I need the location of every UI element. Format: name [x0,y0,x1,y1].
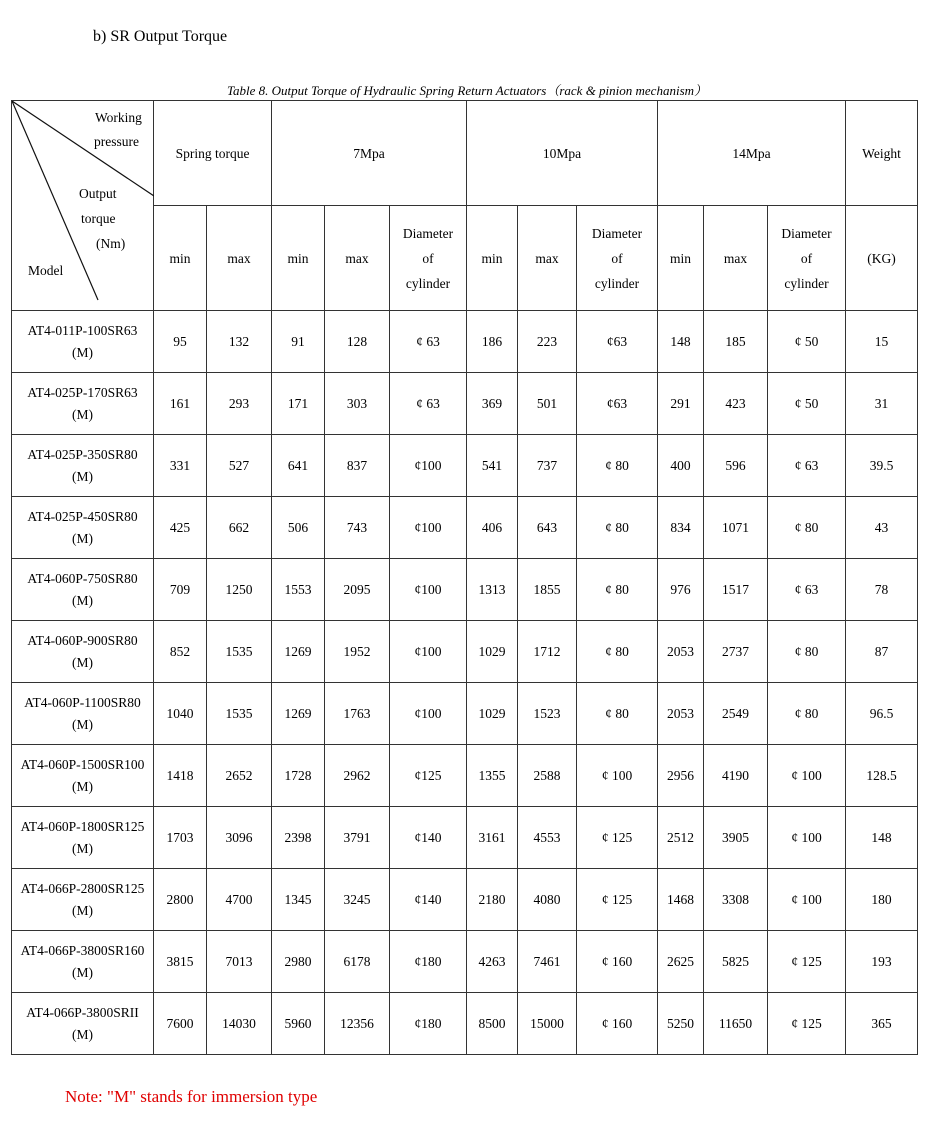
cell-min: 3815 [154,931,207,993]
cell-min: 2512 [658,807,704,869]
cell-max: 11650 [704,993,768,1055]
subheader-diameter-line: of [611,250,623,266]
cell-max: 6178 [325,931,390,993]
cell-dia: ¢ 160 [577,931,658,993]
model-name: AT4-060P-1500SR100 [20,756,145,772]
cell-min: 1553 [272,559,325,621]
cell-kg: 180 [846,869,918,931]
cell-min: 1418 [154,745,207,807]
cell-dia: ¢ 80 [577,683,658,745]
cell-min: 1728 [272,745,325,807]
cell-kg: 148 [846,807,918,869]
cell-min: 976 [658,559,704,621]
cell-dia: ¢ 125 [768,993,846,1055]
cell-max: 2095 [325,559,390,621]
cell-min: 5250 [658,993,704,1055]
cell-max: 1535 [207,683,272,745]
subheader-diameter [768,206,846,311]
cell-max: 3245 [325,869,390,931]
subheader-min: min [467,206,518,311]
model-name: AT4-066P-3800SRII [26,1004,139,1020]
cell-dia: ¢180 [390,931,467,993]
cell-max: 1712 [518,621,577,683]
model-type: (M) [72,1026,93,1042]
group-weight: Weight [846,101,918,206]
model-type: (M) [72,778,93,794]
table-row [12,435,918,497]
cell-max: 12356 [325,993,390,1055]
cell-min: 406 [467,497,518,559]
cell-min: 2398 [272,807,325,869]
cell-dia: ¢ 50 [768,373,846,435]
cell-min: 148 [658,311,704,373]
cell-dia: ¢ 125 [577,869,658,931]
cell-min: 186 [467,311,518,373]
cell-min: 1029 [467,683,518,745]
cell-dia: ¢ 80 [577,559,658,621]
model-type: (M) [72,840,93,856]
corner-pressure: pressure [94,134,139,149]
model-type: (M) [72,902,93,918]
table-row [12,993,918,1055]
group-10mpa: 10Mpa [467,101,658,206]
cell-max: 3791 [325,807,390,869]
cell-dia: ¢180 [390,993,467,1055]
cell-min: 331 [154,435,207,497]
model-type: (M) [72,592,93,608]
cell-min: 2180 [467,869,518,931]
cell-dia: ¢140 [390,807,467,869]
cell-min: 5960 [272,993,325,1055]
subheader-diameter-line: cylinder [594,275,640,291]
cell-min: 400 [658,435,704,497]
cell-max: 2962 [325,745,390,807]
subheader-min: min [272,206,325,311]
cell-dia: ¢100 [390,435,467,497]
cell-dia: ¢ 100 [768,745,846,807]
model-cell [12,435,154,497]
cell-min: 91 [272,311,325,373]
cell-min: 2053 [658,621,704,683]
cell-max: 1535 [207,621,272,683]
cell-min: 3161 [467,807,518,869]
cell-dia: ¢ 100 [768,869,846,931]
cell-dia: ¢ 63 [390,373,467,435]
cell-max: 1250 [207,559,272,621]
note: Note: "M" stands for immersion type [65,1087,318,1106]
cell-max: 5825 [704,931,768,993]
model-name: AT4-025P-350SR80 [27,446,138,462]
cell-dia: ¢ 80 [577,497,658,559]
model-name: AT4-025P-170SR63 [27,384,138,400]
group-14mpa: 14Mpa [658,101,846,206]
cell-max: 4553 [518,807,577,869]
cell-kg: 87 [846,621,918,683]
model-cell [12,993,154,1055]
table-row [12,373,918,435]
model-name: AT4-025P-450SR80 [27,508,138,524]
cell-min: 171 [272,373,325,435]
cell-max: 1763 [325,683,390,745]
cell-max: 423 [704,373,768,435]
cell-max: 2652 [207,745,272,807]
model-cell [12,869,154,931]
cell-min: 7600 [154,993,207,1055]
subheader-diameter-line: of [422,250,434,266]
cell-dia: ¢100 [390,497,467,559]
cell-dia: ¢ 100 [577,745,658,807]
cell-min: 2625 [658,931,704,993]
cell-max: 527 [207,435,272,497]
cell-max: 1952 [325,621,390,683]
cell-min: 1029 [467,621,518,683]
cell-dia: ¢ 63 [768,435,846,497]
subheader-diameter-line: cylinder [784,275,829,291]
cell-max: 128 [325,311,390,373]
model-name: AT4-060P-1800SR125 [20,818,145,834]
group-7mpa: 7Mpa [272,101,467,206]
cell-min: 8500 [467,993,518,1055]
cell-dia: ¢ 80 [768,683,846,745]
group-spring-torque: Spring torque [154,101,272,206]
subheader-diameter-line: cylinder [405,275,451,291]
subheader-diameter [390,206,467,311]
cell-max: 662 [207,497,272,559]
cell-min: 852 [154,621,207,683]
cell-max: 2549 [704,683,768,745]
subheader-diameter-line: Diameter [591,225,643,241]
cell-dia: ¢ 125 [577,807,658,869]
cell-dia: ¢63 [577,311,658,373]
cell-min: 641 [272,435,325,497]
cell-max: 1517 [704,559,768,621]
cell-min: 2053 [658,683,704,745]
cell-max: 3905 [704,807,768,869]
subheader-diameter-line: of [800,250,813,266]
cell-max: 3096 [207,807,272,869]
model-name: AT4-066P-2800SR125 [20,880,145,896]
cell-min: 1313 [467,559,518,621]
cell-min: 4263 [467,931,518,993]
cell-max: 185 [704,311,768,373]
model-name: AT4-060P-1100SR80 [24,694,141,710]
model-name: AT4-066P-3800SR160 [20,942,145,958]
table-caption: Table 8. Output Torque of Hydraulic Spring Return Actuators（rack & pinion mechanism） [226,83,708,98]
subheader-max: max [325,206,390,311]
cell-max: 14030 [207,993,272,1055]
subheader-kg: (KG) [846,206,918,311]
cell-min: 2800 [154,869,207,931]
table-row [12,497,918,559]
cell-dia: ¢ 80 [768,497,846,559]
cell-kg: 193 [846,931,918,993]
corner-working: Working [95,110,142,125]
model-type: (M) [72,716,93,732]
model-name: AT4-011P-100SR63 [27,322,138,338]
model-type: (M) [72,406,93,422]
table-row [12,683,918,745]
table-row [12,869,918,931]
cell-max: 4190 [704,745,768,807]
cell-min: 834 [658,497,704,559]
model-cell [12,559,154,621]
cell-dia: ¢ 125 [768,931,846,993]
model-type: (M) [72,344,93,360]
cell-min: 95 [154,311,207,373]
cell-min: 369 [467,373,518,435]
cell-max: 2588 [518,745,577,807]
cell-max: 4700 [207,869,272,931]
cell-min: 291 [658,373,704,435]
subheader-min: min [154,206,207,311]
cell-min: 161 [154,373,207,435]
table-row [12,311,918,373]
model-cell [12,311,154,373]
table-row [12,931,918,993]
cell-min: 506 [272,497,325,559]
cell-max: 223 [518,311,577,373]
cell-min: 709 [154,559,207,621]
cell-max: 3308 [704,869,768,931]
cell-max: 132 [207,311,272,373]
cell-max: 303 [325,373,390,435]
model-type: (M) [72,530,93,546]
corner-nm: (Nm) [96,236,126,251]
model-cell [12,807,154,869]
cell-kg: 78 [846,559,918,621]
cell-max: 293 [207,373,272,435]
cell-dia: ¢140 [390,869,467,931]
model-type: (M) [72,964,93,980]
cell-dia: ¢ 63 [390,311,467,373]
cell-min: 1355 [467,745,518,807]
model-cell [12,683,154,745]
cell-kg: 15 [846,311,918,373]
cell-kg: 128.5 [846,745,918,807]
cell-min: 2980 [272,931,325,993]
subheader-max: max [207,206,272,311]
cell-max: 7013 [207,931,272,993]
cell-kg: 31 [846,373,918,435]
cell-max: 1855 [518,559,577,621]
cell-max: 501 [518,373,577,435]
cell-max: 7461 [518,931,577,993]
corner-header-cell [12,101,154,311]
cell-dia: ¢ 63 [768,559,846,621]
cell-min: 1703 [154,807,207,869]
cell-min: 1269 [272,683,325,745]
cell-min: 1269 [272,621,325,683]
cell-max: 743 [325,497,390,559]
cell-dia: ¢ 80 [577,621,658,683]
cell-kg: 365 [846,993,918,1055]
cell-max: 737 [518,435,577,497]
model-cell [12,931,154,993]
model-name: AT4-060P-750SR80 [27,570,138,586]
corner-output: Output [79,186,117,201]
cell-dia: ¢ 80 [577,435,658,497]
cell-dia: ¢ 80 [768,621,846,683]
corner-model: Model [28,263,64,278]
table-row [12,745,918,807]
cell-min: 541 [467,435,518,497]
table-row [12,807,918,869]
cell-min: 1040 [154,683,207,745]
cell-max: 1071 [704,497,768,559]
cell-dia: ¢100 [390,559,467,621]
corner-torque: torque [81,211,116,226]
cell-kg: 96.5 [846,683,918,745]
cell-max: 596 [704,435,768,497]
model-type: (M) [72,468,93,484]
cell-dia: ¢ 100 [768,807,846,869]
cell-min: 2956 [658,745,704,807]
cell-kg: 39.5 [846,435,918,497]
cell-max: 2737 [704,621,768,683]
cell-max: 643 [518,497,577,559]
subheader-diameter-line: Diameter [402,225,454,241]
subheader-diameter-line: Diameter [781,225,832,241]
section-heading: b) SR Output Torque [93,28,228,45]
model-cell [12,373,154,435]
subheader-min: min [658,206,704,311]
model-cell [12,745,154,807]
model-cell [12,497,154,559]
cell-max: 15000 [518,993,577,1055]
model-type: (M) [72,654,93,670]
cell-min: 1345 [272,869,325,931]
cell-min: 1468 [658,869,704,931]
cell-dia: ¢100 [390,683,467,745]
table-row [12,559,918,621]
subheader-max: max [704,206,768,311]
subheader-max: max [518,206,577,311]
cell-max: 837 [325,435,390,497]
subheader-diameter [577,206,658,311]
model-cell [12,621,154,683]
cell-min: 425 [154,497,207,559]
cell-dia: ¢125 [390,745,467,807]
output-torque-table [11,100,918,1055]
cell-max: 1523 [518,683,577,745]
cell-max: 4080 [518,869,577,931]
model-name: AT4-060P-900SR80 [27,632,138,648]
cell-dia: ¢ 50 [768,311,846,373]
cell-dia: ¢63 [577,373,658,435]
cell-kg: 43 [846,497,918,559]
cell-dia: ¢ 160 [577,993,658,1055]
cell-dia: ¢100 [390,621,467,683]
table-row [12,621,918,683]
